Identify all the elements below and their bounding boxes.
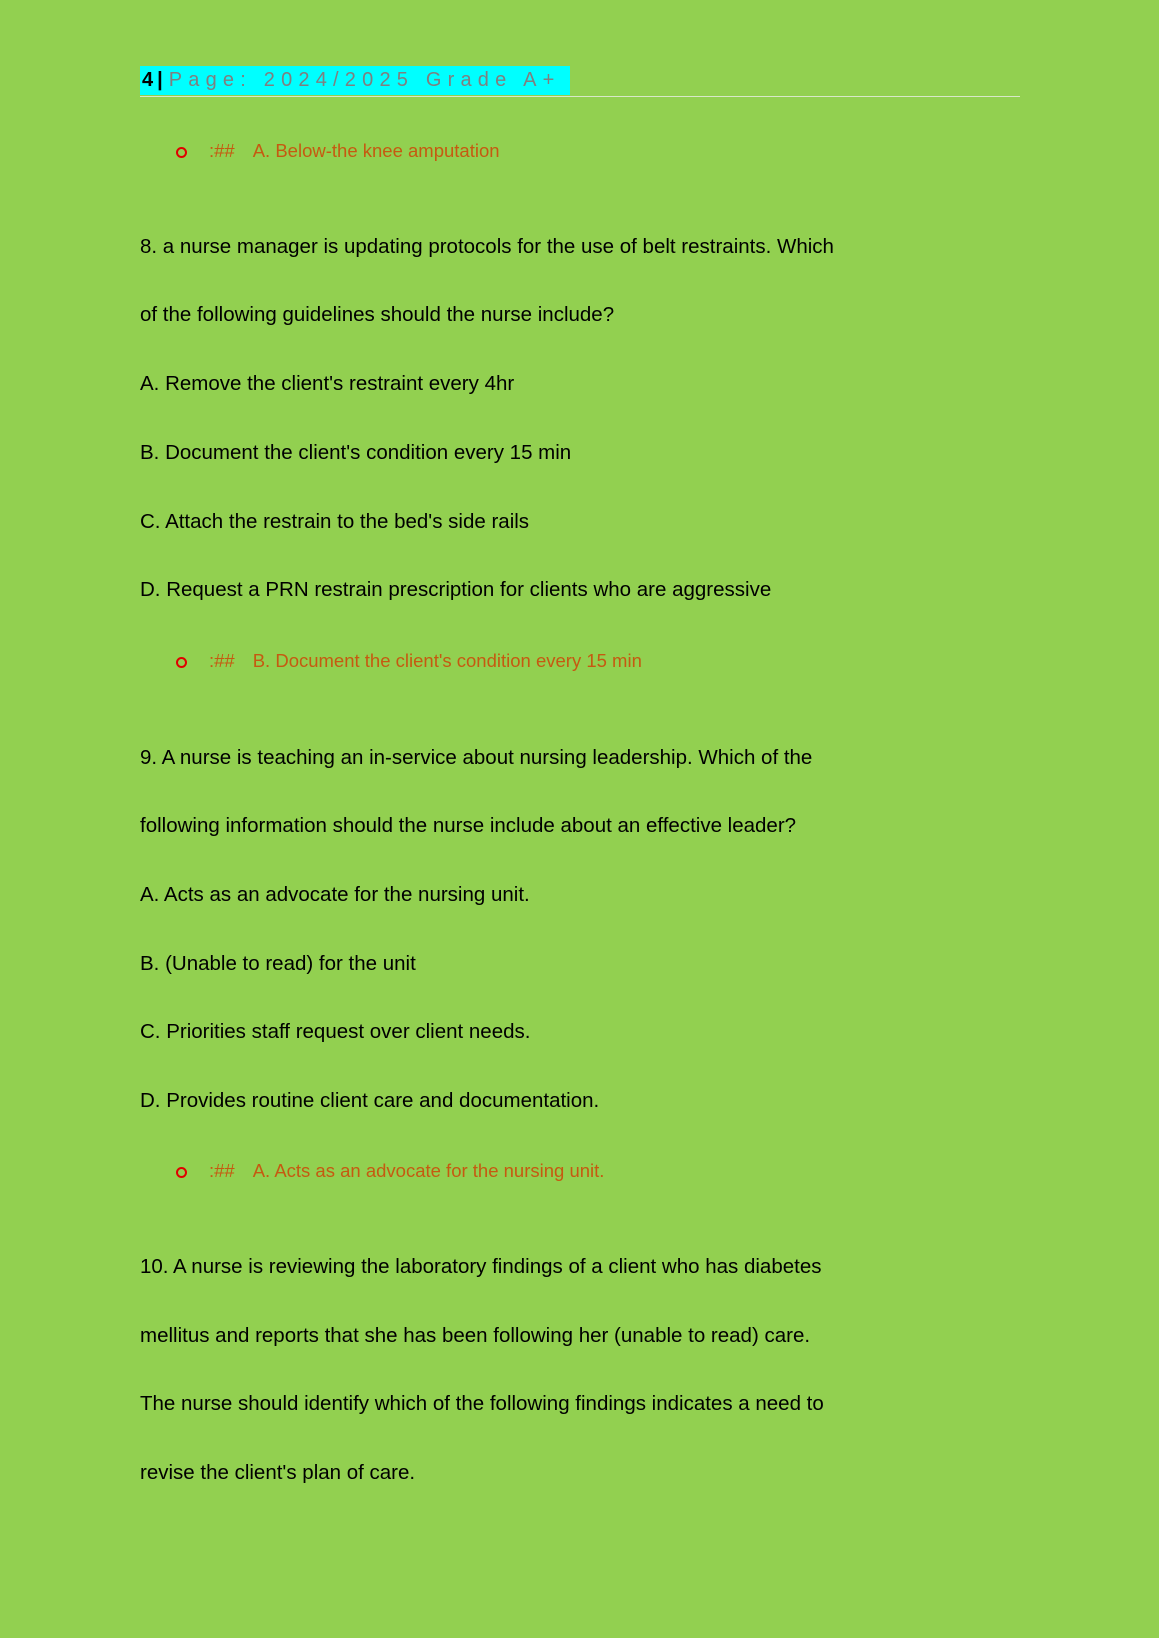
circle-bullet-icon bbox=[176, 1167, 187, 1178]
answer-text: A. Acts as an advocate for the nursing unit. bbox=[252, 1160, 605, 1181]
answer-text: A. Below-the knee amputation bbox=[252, 140, 500, 161]
answer-line-q7 bbox=[176, 138, 500, 164]
page-number: 4 bbox=[142, 69, 154, 91]
q9-option-b: B. (Unable to read) for the unit bbox=[140, 952, 416, 975]
q8-option-b: B. Document the client's condition every 15 min bbox=[140, 441, 572, 464]
answer-prefix: :## bbox=[209, 1160, 235, 1181]
q9-stem-line-1: 9. A nurse is teaching an in-service about nursing leadership. Which of the bbox=[140, 746, 813, 769]
circle-bullet-icon bbox=[176, 147, 187, 158]
page-header bbox=[140, 66, 1020, 97]
q10-stem-line-2: mellitus and reports that she has been following her (unable to read) care. bbox=[140, 1324, 811, 1347]
header-highlight bbox=[140, 66, 570, 95]
answer-line-q8 bbox=[176, 648, 642, 674]
q10-stem-line-3: The nurse should identify which of the following findings indicates a need to bbox=[140, 1392, 824, 1415]
q10-stem-line-1: 10. A nurse is reviewing the laboratory findings of a client who has diabetes bbox=[140, 1255, 822, 1278]
q8-option-c: C. Attach the restrain to the bed's side rails bbox=[140, 510, 530, 533]
q8-option-d: D. Request a PRN restrain prescription for clients who are aggressive bbox=[140, 578, 772, 601]
q8-option-a: A. Remove the client's restraint every 4hr bbox=[140, 372, 515, 395]
q8-stem-line-1: 8. a nurse manager is updating protocols for the use of belt restraints. Which bbox=[140, 235, 834, 258]
header-separator: | bbox=[157, 69, 163, 91]
circle-bullet-icon bbox=[176, 657, 187, 668]
q9-option-d: D. Provides routine client care and documentation. bbox=[140, 1089, 600, 1112]
q10-stem-line-4: revise the client's plan of care. bbox=[140, 1461, 416, 1484]
q9-option-a: A. Acts as an advocate for the nursing unit. bbox=[140, 883, 530, 906]
answer-prefix: :## bbox=[209, 650, 235, 671]
q9-option-c: C. Priorities staff request over client needs. bbox=[140, 1020, 531, 1043]
answer-text: B. Document the client's condition every 15 min bbox=[252, 650, 642, 671]
answer-prefix: :## bbox=[209, 140, 235, 161]
header-text: Page: 2024/2025 Grade A+ bbox=[168, 69, 561, 91]
q8-stem-line-2: of the following guidelines should the nurse include? bbox=[140, 303, 615, 326]
q9-stem-line-2: following information should the nurse include about an effective leader? bbox=[140, 814, 797, 837]
answer-line-q9 bbox=[176, 1158, 604, 1184]
